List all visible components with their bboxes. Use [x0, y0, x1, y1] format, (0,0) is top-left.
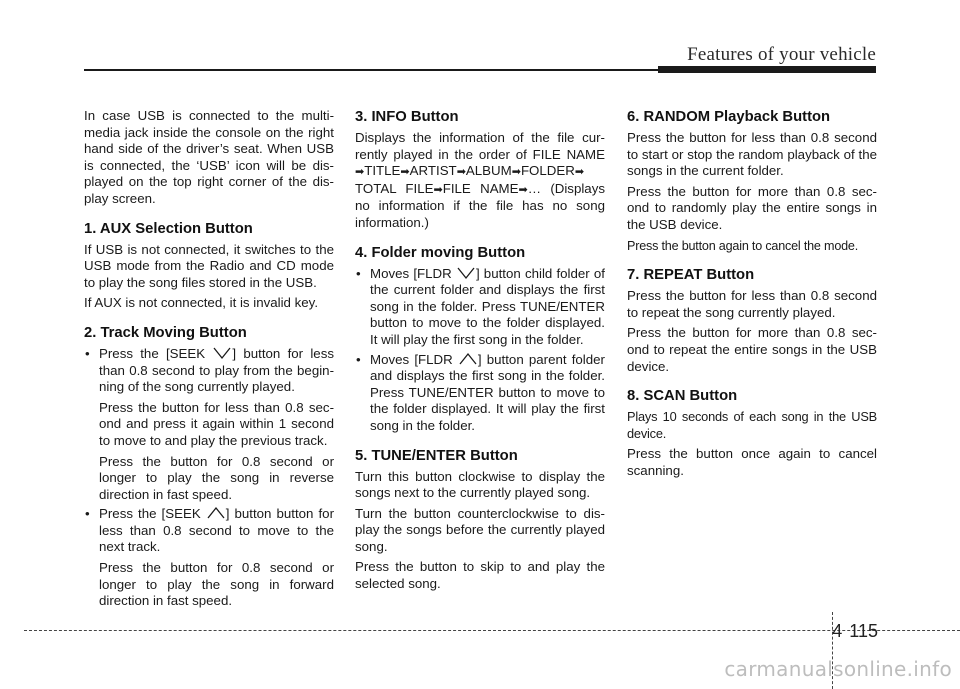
list-item: • Press the [SEEK ] button button for less than 0.8 second to move to the next track. Press the button for 0.8 second or longer to play the song in forward direction in fast speed. [84, 506, 334, 610]
column-1 [84, 108, 334, 613]
list-item: • Press the [SEEK ] button for less than 0.8 second to play from the begin-ning of the song currently played. Press the button for less than 0.8 sec-ond and press it again within 1 second to move to and play the previous track. Press the button for 0.8 second or longer to play the song in reverse direction in fast speed. [84, 346, 334, 503]
arrow-right-icon: ➡ [355, 166, 365, 179]
chevron-up-icon [458, 352, 478, 366]
intro-paragraph: In case USB is connected to the multi-media jack inside the console on the right hand side of the driver’s seat. When USB is connected, the ‘USB’ icon will be dis-played on the top right corner of the dis-play screen. [84, 108, 334, 206]
column-3 [627, 108, 877, 484]
section-heading-info: 3. INFO Button [355, 109, 459, 125]
aux-paragraph-1: If USB is not connected, it switches to the USB mode from the Radio and CD mode to play the song files stored in the USB. [84, 241, 334, 290]
track-note-2: Press the button for 0.8 second or longer to play the song in reverse direction in fast speed. [99, 453, 334, 502]
chevron-down-icon [456, 266, 476, 280]
watermark: carmanualsonline.info [724, 657, 952, 681]
section-heading-tune: 5. TUNE/ENTER Button [355, 447, 518, 464]
random-paragraph-1: Press the button for less than 0.8 second to start or stop the random playback of the songs in the current folder. [627, 130, 877, 179]
arrow-right-icon: ➡ [400, 166, 410, 179]
tune-paragraph-2: Turn the button counterclockwise to dis-play the songs before the currently played song. [355, 505, 605, 554]
section-heading-aux: 1. AUX Selection Button [84, 220, 253, 237]
track-note-3: Press the button for 0.8 second or longer to play the song in forward direction in fast speed. [99, 560, 334, 609]
track-list [84, 346, 334, 610]
section-heading-folder: 4. Folder moving Button [355, 244, 526, 261]
track-note-1: Press the button for less than 0.8 sec-ond and press it again within 1 second to move to and play the previous track. [99, 399, 334, 448]
chapter-number: 4 [832, 621, 843, 641]
header-rule [84, 69, 876, 71]
chevron-up-icon [206, 506, 226, 520]
column-2 [355, 108, 605, 597]
random-paragraph-2: Press the button for more than 0.8 sec-ond to randomly play the entire songs in the USB device. [627, 183, 877, 232]
scan-paragraph-2: Press the button once again to cancel scanning. [627, 446, 877, 478]
arrow-right-icon: ➡ [456, 166, 466, 179]
section-heading-repeat: 7. REPEAT Button [627, 267, 755, 284]
section-heading-scan: 8. SCAN Button [627, 388, 738, 405]
repeat-paragraph-1: Press the button for less than 0.8 second to repeat the song currently played. [627, 288, 877, 320]
tune-paragraph-3: Press the button to skip to and play the selected song. [355, 559, 605, 592]
info-paragraph: Displays the information of the file cur-rently played in the order of FILE NAME ➡TITLE➡ARTIST➡ALBUM➡FOLDER➡ TOTAL FILE➡FILE NAME➡… (Displays no information if the file has no song information.) [355, 130, 605, 230]
aux-paragraph-2: If AUX is not connected, it is invalid key. [84, 295, 319, 311]
arrow-right-icon: ➡ [433, 183, 443, 196]
arrow-right-icon: ➡ [574, 166, 585, 179]
random-paragraph-3: Press the button again to cancel the mode. [627, 238, 859, 253]
tune-paragraph-1: Turn this button clockwise to display the songs next to the currently played song. [355, 468, 605, 501]
arrow-right-icon: ➡ [518, 183, 528, 196]
list-item: • Moves [FLDR ] button child folder of the current folder and displays the first song in the folder. Press TUNE/ENTER button to move to the folder displayed. It will play the first song in the folder. [355, 266, 605, 349]
scan-paragraph-1: Plays 10 seconds of each song in the USB device. [627, 409, 877, 441]
chevron-down-icon [212, 346, 232, 360]
section-heading-track: 2. Track Moving Button [84, 324, 247, 341]
footer-rule [24, 630, 960, 631]
list-item: • Moves [FLDR ] button parent folder and displays the first song in the folder. Press TUNE/ENTER button to move to the folder displayed. It will play the first song in the folder. [355, 352, 605, 435]
page-number-value: 115 [849, 621, 878, 641]
header-title: Features of your vehicle [687, 44, 876, 65]
arrow-right-icon: ➡ [511, 166, 521, 179]
repeat-paragraph-2: Press the button for more than 0.8 sec-ond to repeat the entire songs in the USB device. [627, 325, 877, 374]
section-heading-random: 6. RANDOM Playback Button [627, 109, 831, 125]
folder-list [355, 266, 605, 435]
page-number [832, 621, 878, 642]
